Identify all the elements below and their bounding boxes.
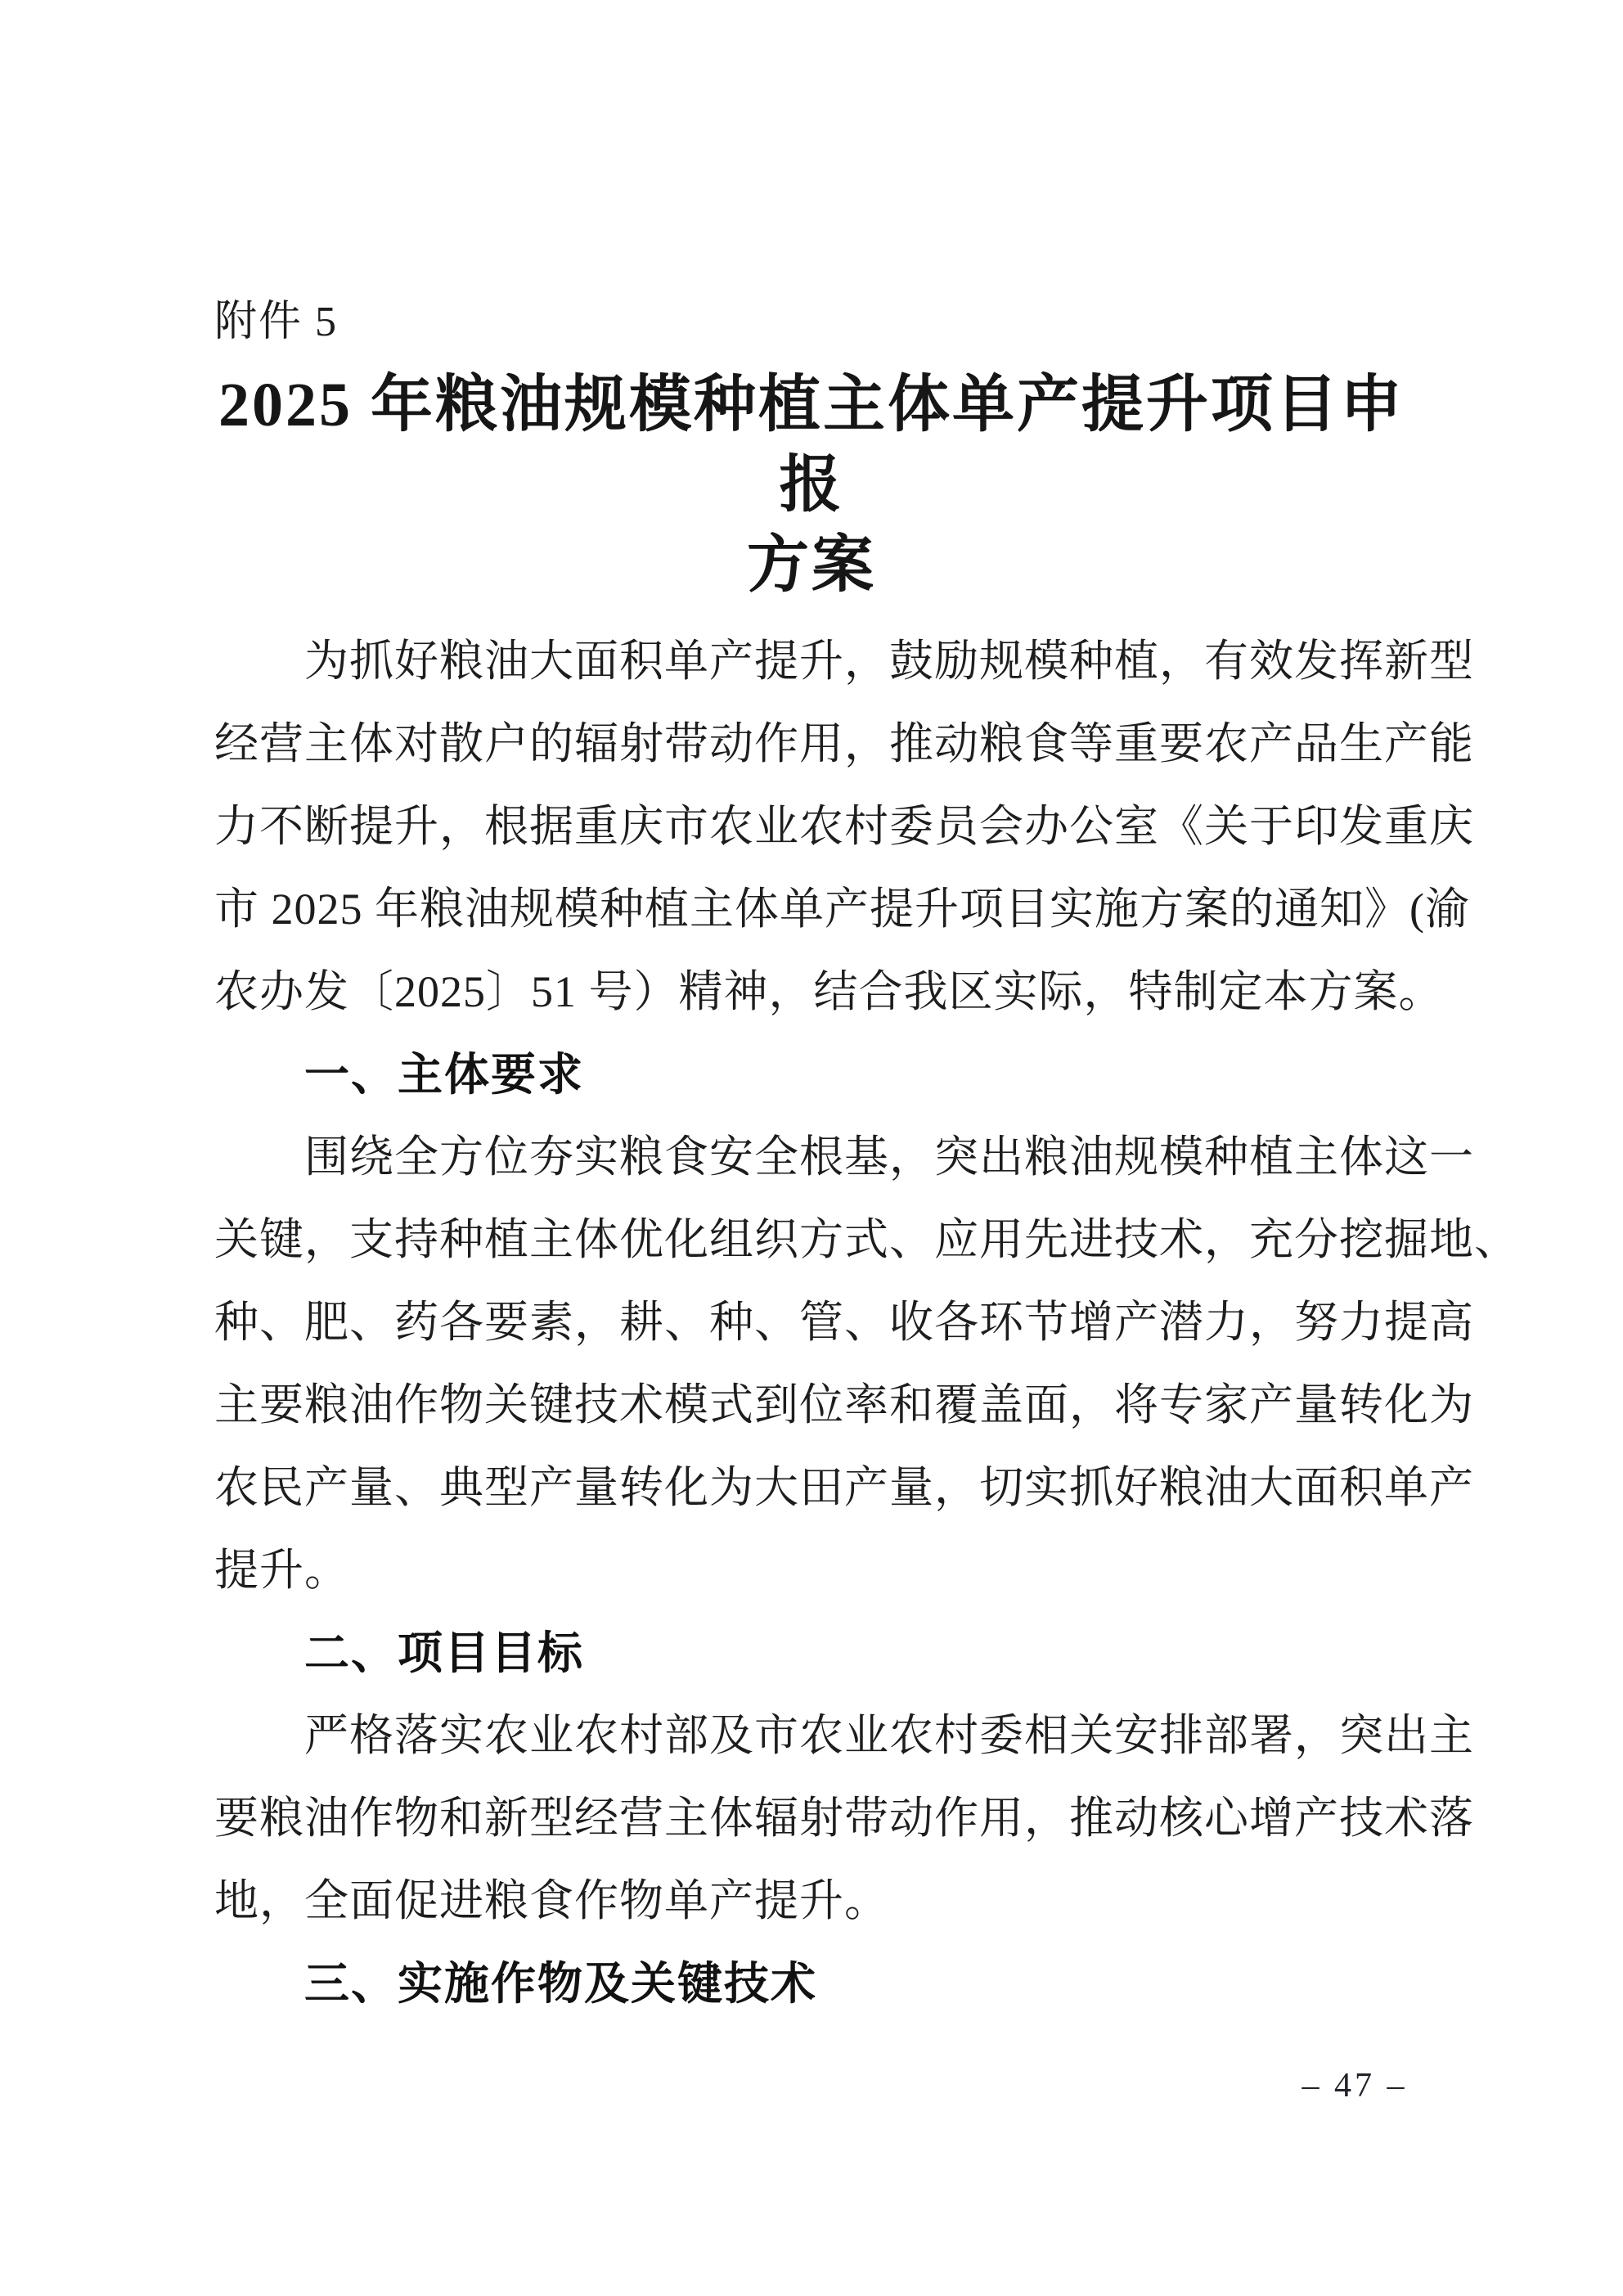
section-heading: 一、主体要求 [304, 1049, 585, 1100]
attachment-label: 附件 5 [214, 299, 339, 345]
body-line: 主要粮油作物关键技术模式到位率和覆盖面，将专家产量转化为 [214, 1380, 1474, 1429]
section-heading: 二、项目目标 [304, 1627, 585, 1678]
document-title [190, 365, 1433, 606]
body-line: 提升。 [214, 1546, 349, 1595]
body-line: 围绕全方位夯实粮食安全根基，突出粮油规模种植主体这一 [304, 1132, 1474, 1182]
document-title-line-2: 方案 [747, 531, 876, 600]
body-line: 市 2025 年粮油规模种植主体单产提升项目实施方案的通知》(渝 [214, 885, 1470, 934]
body-line: 为抓好粮油大面积单产提升，鼓励规模种植，有效发挥新型 [304, 637, 1474, 686]
body-line: 关键，支持种植主体优化组织方式、应用先进技术，充分挖掘地、 [214, 1215, 1519, 1264]
body-line: 要粮油作物和新型经营主体辐射带动作用，推动核心增产技术落 [214, 1794, 1474, 1843]
body-line: 严格落实农业农村部及市农业农村委相关安排部署，突出主 [304, 1711, 1474, 1760]
body-line: 经营主体对散户的辐射带动作用，推动粮食等重要农产品生产能 [214, 719, 1474, 768]
body-line: 农民产量、典型产量转化为大田产量，切实抓好粮油大面积单产 [214, 1463, 1474, 1512]
body-line: 地，全面促进粮食作物单产提升。 [214, 1876, 889, 1925]
body-line: 力不断提升，根据重庆市农业农村委员会办公室《关于印发重庆 [214, 802, 1474, 851]
document-body [214, 620, 1564, 2025]
document-title-line-1: 2025 年粮油规模种植主体单产提升项目申报 [218, 371, 1405, 520]
body-line: 农办发〔2025〕51 号）精神，结合我区实际，特制定本方案。 [214, 967, 1444, 1016]
page-number: – 47 – [1302, 2067, 1408, 2105]
section-heading: 三、实施作物及关键技术 [304, 1958, 818, 2009]
body-line: 种、肥、药各要素，耕、种、管、收各环节增产潜力，努力提高 [214, 1298, 1474, 1347]
